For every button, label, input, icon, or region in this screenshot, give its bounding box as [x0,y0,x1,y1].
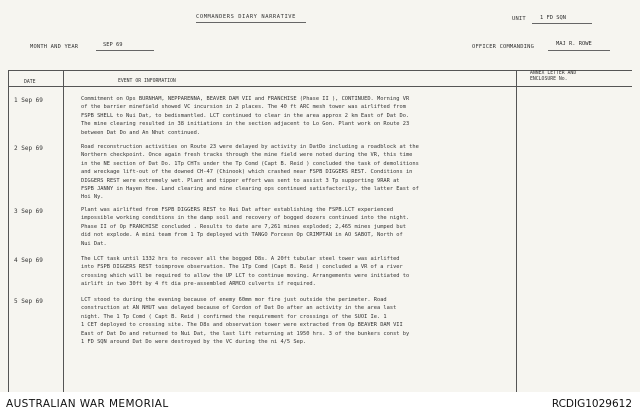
officer-value: MAJ R. ROWE [556,41,592,47]
officer-label: OFFICER COMMANDING [472,44,535,50]
date-column-rule [63,70,64,392]
unit-label: UNIT [512,16,526,22]
entry-text: The LCT task until 1332 hrs to recover all the bogged D8s. A 20ft tubular steel tower was airlifted into FSPB DIGGERS REST toimprove observation. The 1Tp Comd (Capt B. Reid ) concluded a VR of a river crossing which will be required to allow the UP LCT to continue moving. Arrangements were initiated to airlift in two 30ft by 4 ft dia pre-assembled ARMCO culverts if required. [81,256,410,288]
entry-text: Commitment on Ops BURNHAM, NEPPARENNA, BEAVER DAM VII and FRANCHISE (Phase II ), CONTINUED. Morning VR of the barrier minefield showed VC incursion in 2 places. The 40 ft ARC mesh tower was airlifted from FSPB SHELL to Nui Dat, to bedismantled. LCT continued to clear in the area approx 2 km East of Dat Do. The mine clearing resulted in 38 initiations in the section adjacent to Lo Gon. Plant work on Route 23 between Dat Do and An Nhut continued. [81,96,410,136]
title-underline [196,22,306,23]
month-year-value: SEP 69 [103,42,123,48]
table-header-rule [8,86,632,87]
entry-date: 3 Sep 69 [14,208,43,215]
entry-date: 1 Sep 69 [14,97,43,104]
entry-text: LCT stood to during the evening because of enemy 60mm mor fire just outside the perimeter. Road construction at AN NHUT was delayed because of Cordon of Dat Do after an activity in the area last night. The 1 Tp Comd ( Capt B. Reid ) confirmed the requirement for crossings of the SUOI Ie. 1 1 CET deployed to crossing site. The D8s and observation tower were extracted from Op BEAVER DAM VII East of Dat Do and returned to Nui Dat, the last lift returning at 1950 hrs. 3 of the bunkers const by 1 FD SQN around Dat Do were destroyed by the VC during the ni 4/5 Sep. [81,297,410,346]
event-column-header: EVENT OR INFORMATION [118,79,176,84]
officer-underline [548,50,610,51]
entry-text: Road reconstruction activities on Route 23 were delayed by activity in DatDo including a roadblock at the Northern checkpoint. Once again fresh tracks through the mine field were noted during the VR, this time in the NE section of Dat Do. 1Tp CHTs under the Tp Comd (Capt B. Reid ) concluded the task of demolitions and wreckage lift-out of the downed CH-47 (Chinook) which crashed near FSPB DIGGERS REST. Conditions in DIGGERS REST were extremely wet. Plant and tipper effort was sent to assist 3 Tp supporting 9RAR at FSPB JANNY in Hayen Hoe. Land clearing and mine clearing ops continued satisfactorily, the latter East of Hoi Ny. [81,144,419,201]
date-column-header: DATE [24,80,36,85]
unit-value: 1 FD SQN [540,15,566,21]
archive-footer [0,392,640,414]
entry-date: 5 Sep 69 [14,298,43,305]
page-title: COMMANDERS DIARY NARRATIVE [196,14,296,20]
entry-text: Plant was airlifted from FSPB DIGGERS REST to Nui Dat after establishing the FSPB.LCT experienced impossible working conditions in the damp soil and recovery of bogged dozers continued into the night. Phase II of Op FRANCHISE concluded . Results to date are 7,261 mines exploded; 2,465 mines jumped but did not explode. A mini team from 1 Tp deployed with TANGO Forcesn Op CRIMPTAN in AO SABOT, North of Nui Dat. [81,207,410,247]
month-year-underline [96,50,154,51]
annex-column-header: ANNEX LETTER AND ENCLOSURE No. [530,71,577,82]
month-year-label: MONTH AND YEAR [30,44,79,50]
archive-name: AUSTRALIAN WAR MEMORIAL [6,398,169,410]
entry-date: 4 Sep 69 [14,257,43,264]
entry-date: 2 Sep 69 [14,145,43,152]
unit-underline [532,23,592,24]
archive-id: RCDIG1029612 [551,398,632,410]
table-left-rule [8,70,9,392]
